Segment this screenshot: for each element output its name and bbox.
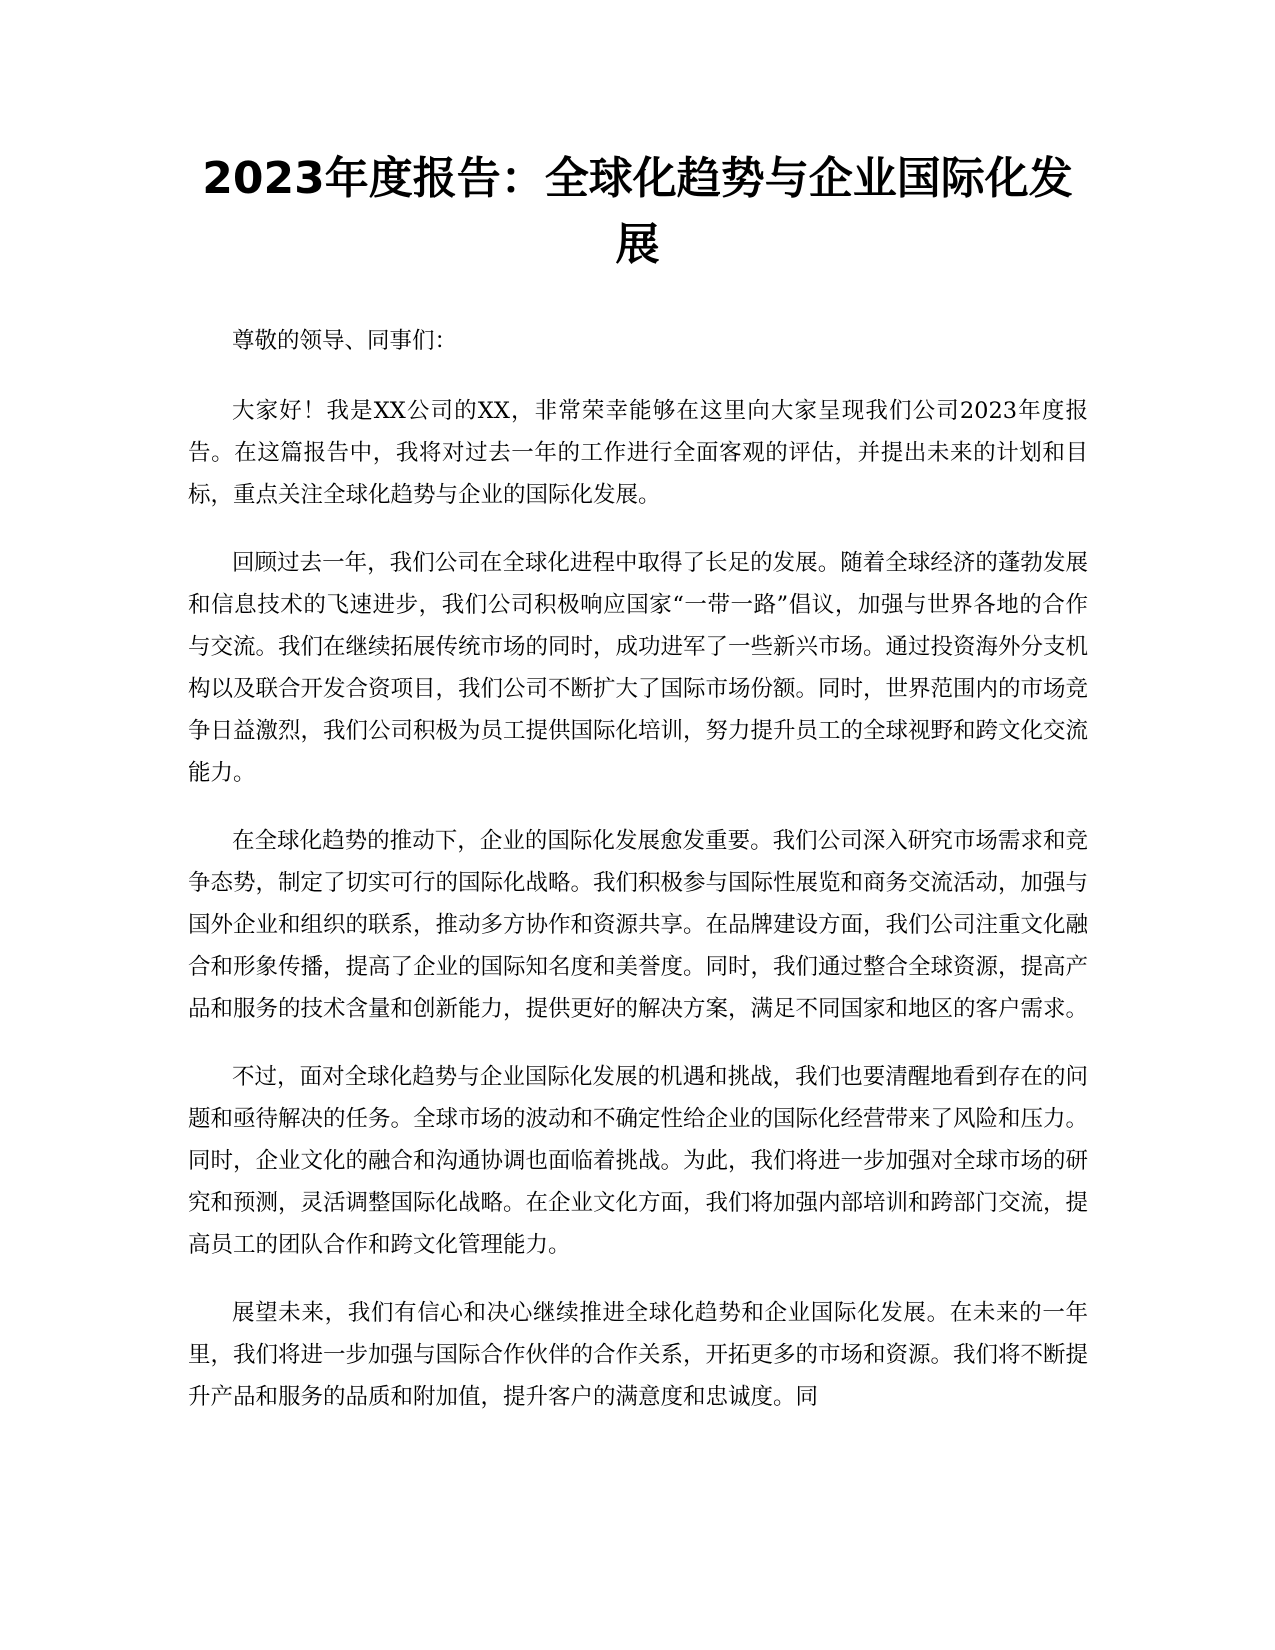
paragraph-outlook: 展望未来，我们有信心和决心继续推进全球化趋势和企业国际化发展。在未来的一年里，我们将进一步加强与国际合作伙伴的合作关系，开拓更多的市场和资源。我们将不断提升产品和服务的品质和附加值，提升客户的满意度和忠诚度。同 <box>188 1300 1089 1410</box>
paragraph-review: 回顾过去一年，我们公司在全球化进程中取得了长足的发展。随着全球经济的蓬勃发展和信息技术的飞速进步，我们公司积极响应国家“一带一路”倡议，加强与世界各地的合作与交流。我们在继续拓展传统市场的同时，成功进军了一些新兴市场。通过投资海外分支机构以及联合开发合资项目，我们公司不断扩大了国际市场份额。同时，世界范围内的市场竞争日益激烈，我们公司积极为员工提供国际化培训，努力提升员工的全球视野和跨文化交流能力。 <box>188 550 1089 786</box>
document-body <box>188 320 1088 1444</box>
paragraph-strategy: 在全球化趋势的推动下，企业的国际化发展愈发重要。我们公司深入研究市场需求和竞争态势，制定了切实可行的国际化战略。我们积极参与国际性展览和商务交流活动，加强与国外企业和组织的联系，推动多方协作和资源共享。在品牌建设方面，我们公司注重文化融合和形象传播，提高了企业的国际知名度和美誉度。同时，我们通过整合全球资源，提高产品和服务的技术含量和创新能力，提供更好的解决方案，满足不同国家和地区的客户需求。 <box>188 828 1089 1022</box>
paragraph-challenges: 不过，面对全球化趋势与企业国际化发展的机遇和挑战，我们也要清醒地看到存在的问题和亟待解决的任务。全球市场的波动和不确定性给企业的国际化经营带来了风险和压力。同时，企业文化的融合和沟通协调也面临着挑战。为此，我们将进一步加强对全球市场的研究和预测，灵活调整国际化战略。在企业文化方面，我们将加强内部培训和跨部门交流，提高员工的团队合作和跨文化管理能力。 <box>188 1064 1089 1258</box>
page-title: 2023年度报告：全球化趋势与企业国际化发展 <box>202 153 1073 270</box>
paragraph-intro: 大家好！我是XX公司的XX，非常荣幸能够在这里向大家呈现我们公司2023年度报告。在这篇报告中，我将对过去一年的工作进行全面客观的评估，并提出未来的计划和目标，重点关注全球化趋势与企业的国际化发展。 <box>188 398 1088 508</box>
greeting: 尊敬的领导、同事们： <box>232 328 458 354</box>
